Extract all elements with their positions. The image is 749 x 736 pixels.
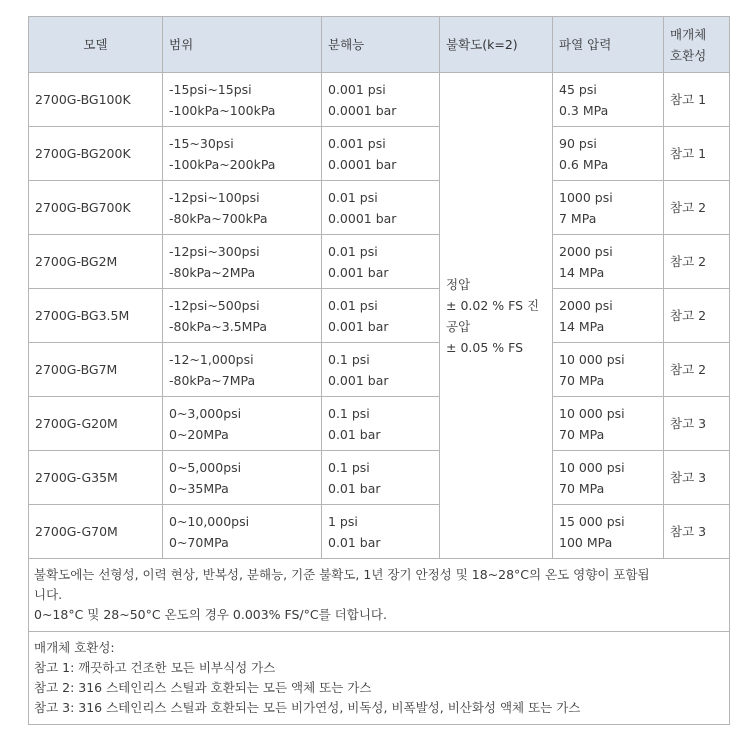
table-row xyxy=(29,289,730,343)
range-cell xyxy=(163,451,322,505)
range-cell xyxy=(163,289,322,343)
resolution-cell xyxy=(322,343,440,397)
resolution-cell xyxy=(322,505,440,559)
media-cell: 참고 3 xyxy=(664,397,730,451)
burst-psi: 10 000 psi xyxy=(559,405,625,421)
header-media-line2: 호환성 xyxy=(670,47,707,63)
burst-psi: 45 psi xyxy=(559,81,597,97)
range-psi: -12psi~100psi xyxy=(169,189,260,205)
burst-cell xyxy=(553,451,664,505)
header-range: 범위 xyxy=(163,17,322,73)
range-psi: -15~30psi xyxy=(169,135,234,151)
uncertainty-line3: 공압 xyxy=(446,318,471,334)
media-cell: 참고 2 xyxy=(664,343,730,397)
header-uncertainty: 불확도(k=2) xyxy=(440,17,553,73)
burst-cell xyxy=(553,343,664,397)
range-cell xyxy=(163,127,322,181)
media-cell: 참고 3 xyxy=(664,505,730,559)
uncertainty-note xyxy=(29,559,730,632)
table-row xyxy=(29,73,730,127)
media-note-row xyxy=(29,632,730,725)
resolution-bar: 0.01 bar xyxy=(328,480,381,496)
range-psi: 0~10,000psi xyxy=(169,513,250,529)
range-metric: -80kPa~3.5MPa xyxy=(169,318,268,334)
burst-psi: 2000 psi xyxy=(559,243,613,259)
spec-table xyxy=(28,16,730,725)
resolution-bar: 0.001 bar xyxy=(328,264,389,280)
range-metric: 0~70MPa xyxy=(169,534,229,550)
burst-mpa: 7 MPa xyxy=(559,210,597,226)
resolution-cell xyxy=(322,397,440,451)
burst-psi: 1000 psi xyxy=(559,189,613,205)
burst-cell xyxy=(553,397,664,451)
burst-mpa: 14 MPa xyxy=(559,318,605,334)
range-psi: -12psi~500psi xyxy=(169,297,260,313)
range-psi: 0~5,000psi xyxy=(169,459,242,475)
range-psi: -12~1,000psi xyxy=(169,351,254,367)
range-cell xyxy=(163,397,322,451)
uncertainty-note-line1: 불확도에는 선형성, 이력 현상, 반복성, 분해능, 기준 불확도, 1년 장기 안정성 및 18~28°C의 온도 영향이 포함됩 xyxy=(34,567,650,582)
range-psi: 0~3,000psi xyxy=(169,405,242,421)
uncertainty-line4: ± 0.05 % FS xyxy=(446,339,524,355)
range-metric: -100kPa~100kPa xyxy=(169,102,276,118)
range-cell xyxy=(163,181,322,235)
resolution-psi: 0.01 psi xyxy=(328,297,378,313)
media-note-ref3: 참고 3: 316 스테인리스 스틸과 호환되는 모든 비가연성, 비독성, 비폭발성, 비산화성 액체 또는 가스 xyxy=(34,700,581,715)
header-media-line1: 매개체 xyxy=(670,26,707,42)
burst-mpa: 70 MPa xyxy=(559,480,605,496)
model-cell: 2700G-BG2M xyxy=(29,235,163,289)
range-metric: -100kPa~200kPa xyxy=(169,156,276,172)
resolution-psi: 0.1 psi xyxy=(328,351,370,367)
header-resolution: 분해능 xyxy=(322,17,440,73)
burst-psi: 10 000 psi xyxy=(559,351,625,367)
model-cell: 2700G-G35M xyxy=(29,451,163,505)
resolution-psi: 0.001 psi xyxy=(328,81,386,97)
media-note-title: 매개체 호환성: xyxy=(34,640,115,655)
range-metric: -80kPa~2MPa xyxy=(169,264,256,280)
burst-mpa: 0.3 MPa xyxy=(559,102,609,118)
burst-cell xyxy=(553,505,664,559)
table-row xyxy=(29,235,730,289)
uncertainty-note-row xyxy=(29,559,730,632)
burst-mpa: 0.6 MPa xyxy=(559,156,609,172)
range-cell xyxy=(163,73,322,127)
resolution-bar: 0.0001 bar xyxy=(328,156,397,172)
range-psi: -15psi~15psi xyxy=(169,81,252,97)
range-cell xyxy=(163,235,322,289)
burst-cell xyxy=(553,181,664,235)
resolution-bar: 0.01 bar xyxy=(328,426,381,442)
range-metric: 0~20MPa xyxy=(169,426,229,442)
header-media-compatibility xyxy=(664,17,730,73)
resolution-cell xyxy=(322,289,440,343)
burst-psi: 90 psi xyxy=(559,135,597,151)
burst-mpa: 14 MPa xyxy=(559,264,605,280)
resolution-bar: 0.01 bar xyxy=(328,534,381,550)
header-model: 모델 xyxy=(29,17,163,73)
resolution-psi: 0.001 psi xyxy=(328,135,386,151)
table-row xyxy=(29,397,730,451)
resolution-psi: 1 psi xyxy=(328,513,358,529)
range-cell xyxy=(163,343,322,397)
media-cell: 참고 2 xyxy=(664,181,730,235)
burst-cell xyxy=(553,289,664,343)
model-cell: 2700G-BG200K xyxy=(29,127,163,181)
resolution-cell xyxy=(322,181,440,235)
media-cell: 참고 1 xyxy=(664,73,730,127)
resolution-cell xyxy=(322,451,440,505)
media-cell: 참고 1 xyxy=(664,127,730,181)
burst-psi: 10 000 psi xyxy=(559,459,625,475)
range-psi: -12psi~300psi xyxy=(169,243,260,259)
range-metric: -80kPa~700kPa xyxy=(169,210,268,226)
table-row xyxy=(29,451,730,505)
spec-table-container xyxy=(28,16,729,725)
resolution-bar: 0.001 bar xyxy=(328,372,389,388)
media-note-ref2: 참고 2: 316 스테인리스 스틸과 호환되는 모든 액체 또는 가스 xyxy=(34,680,372,695)
uncertainty-cell xyxy=(440,73,553,559)
resolution-psi: 0.01 psi xyxy=(328,189,378,205)
resolution-psi: 0.1 psi xyxy=(328,405,370,421)
media-compatibility-note xyxy=(29,632,730,725)
media-cell: 참고 2 xyxy=(664,235,730,289)
resolution-cell xyxy=(322,235,440,289)
resolution-bar: 0.0001 bar xyxy=(328,210,397,226)
table-row xyxy=(29,343,730,397)
resolution-psi: 0.1 psi xyxy=(328,459,370,475)
header-row xyxy=(29,17,730,73)
burst-psi: 15 000 psi xyxy=(559,513,625,529)
range-metric: 0~35MPa xyxy=(169,480,229,496)
resolution-bar: 0.001 bar xyxy=(328,318,389,334)
media-cell: 참고 3 xyxy=(664,451,730,505)
range-metric: -80kPa~7MPa xyxy=(169,372,256,388)
model-cell: 2700G-G70M xyxy=(29,505,163,559)
media-cell: 참고 2 xyxy=(664,289,730,343)
table-row xyxy=(29,505,730,559)
resolution-psi: 0.01 psi xyxy=(328,243,378,259)
burst-psi: 2000 psi xyxy=(559,297,613,313)
range-cell xyxy=(163,505,322,559)
uncertainty-line1: 정압 xyxy=(446,276,471,292)
burst-cell xyxy=(553,235,664,289)
uncertainty-note-line3: 0~18°C 및 28~50°C 온도의 경우 0.003% FS/°C를 더합니다. xyxy=(34,607,387,622)
media-note-ref1: 참고 1: 깨끗하고 건조한 모든 비부식성 가스 xyxy=(34,660,276,675)
resolution-bar: 0.0001 bar xyxy=(328,102,397,118)
model-cell: 2700G-BG100K xyxy=(29,73,163,127)
table-row xyxy=(29,127,730,181)
model-cell: 2700G-BG7M xyxy=(29,343,163,397)
burst-mpa: 100 MPa xyxy=(559,534,613,550)
uncertainty-note-line2: 니다. xyxy=(34,587,63,602)
burst-mpa: 70 MPa xyxy=(559,426,605,442)
table-row xyxy=(29,181,730,235)
burst-cell xyxy=(553,127,664,181)
model-cell: 2700G-BG700K xyxy=(29,181,163,235)
resolution-cell xyxy=(322,73,440,127)
model-cell: 2700G-G20M xyxy=(29,397,163,451)
burst-cell xyxy=(553,73,664,127)
burst-mpa: 70 MPa xyxy=(559,372,605,388)
model-cell: 2700G-BG3.5M xyxy=(29,289,163,343)
uncertainty-line2: ± 0.02 % FS 진 xyxy=(446,297,540,313)
resolution-cell xyxy=(322,127,440,181)
header-burst-pressure: 파열 압력 xyxy=(553,17,664,73)
